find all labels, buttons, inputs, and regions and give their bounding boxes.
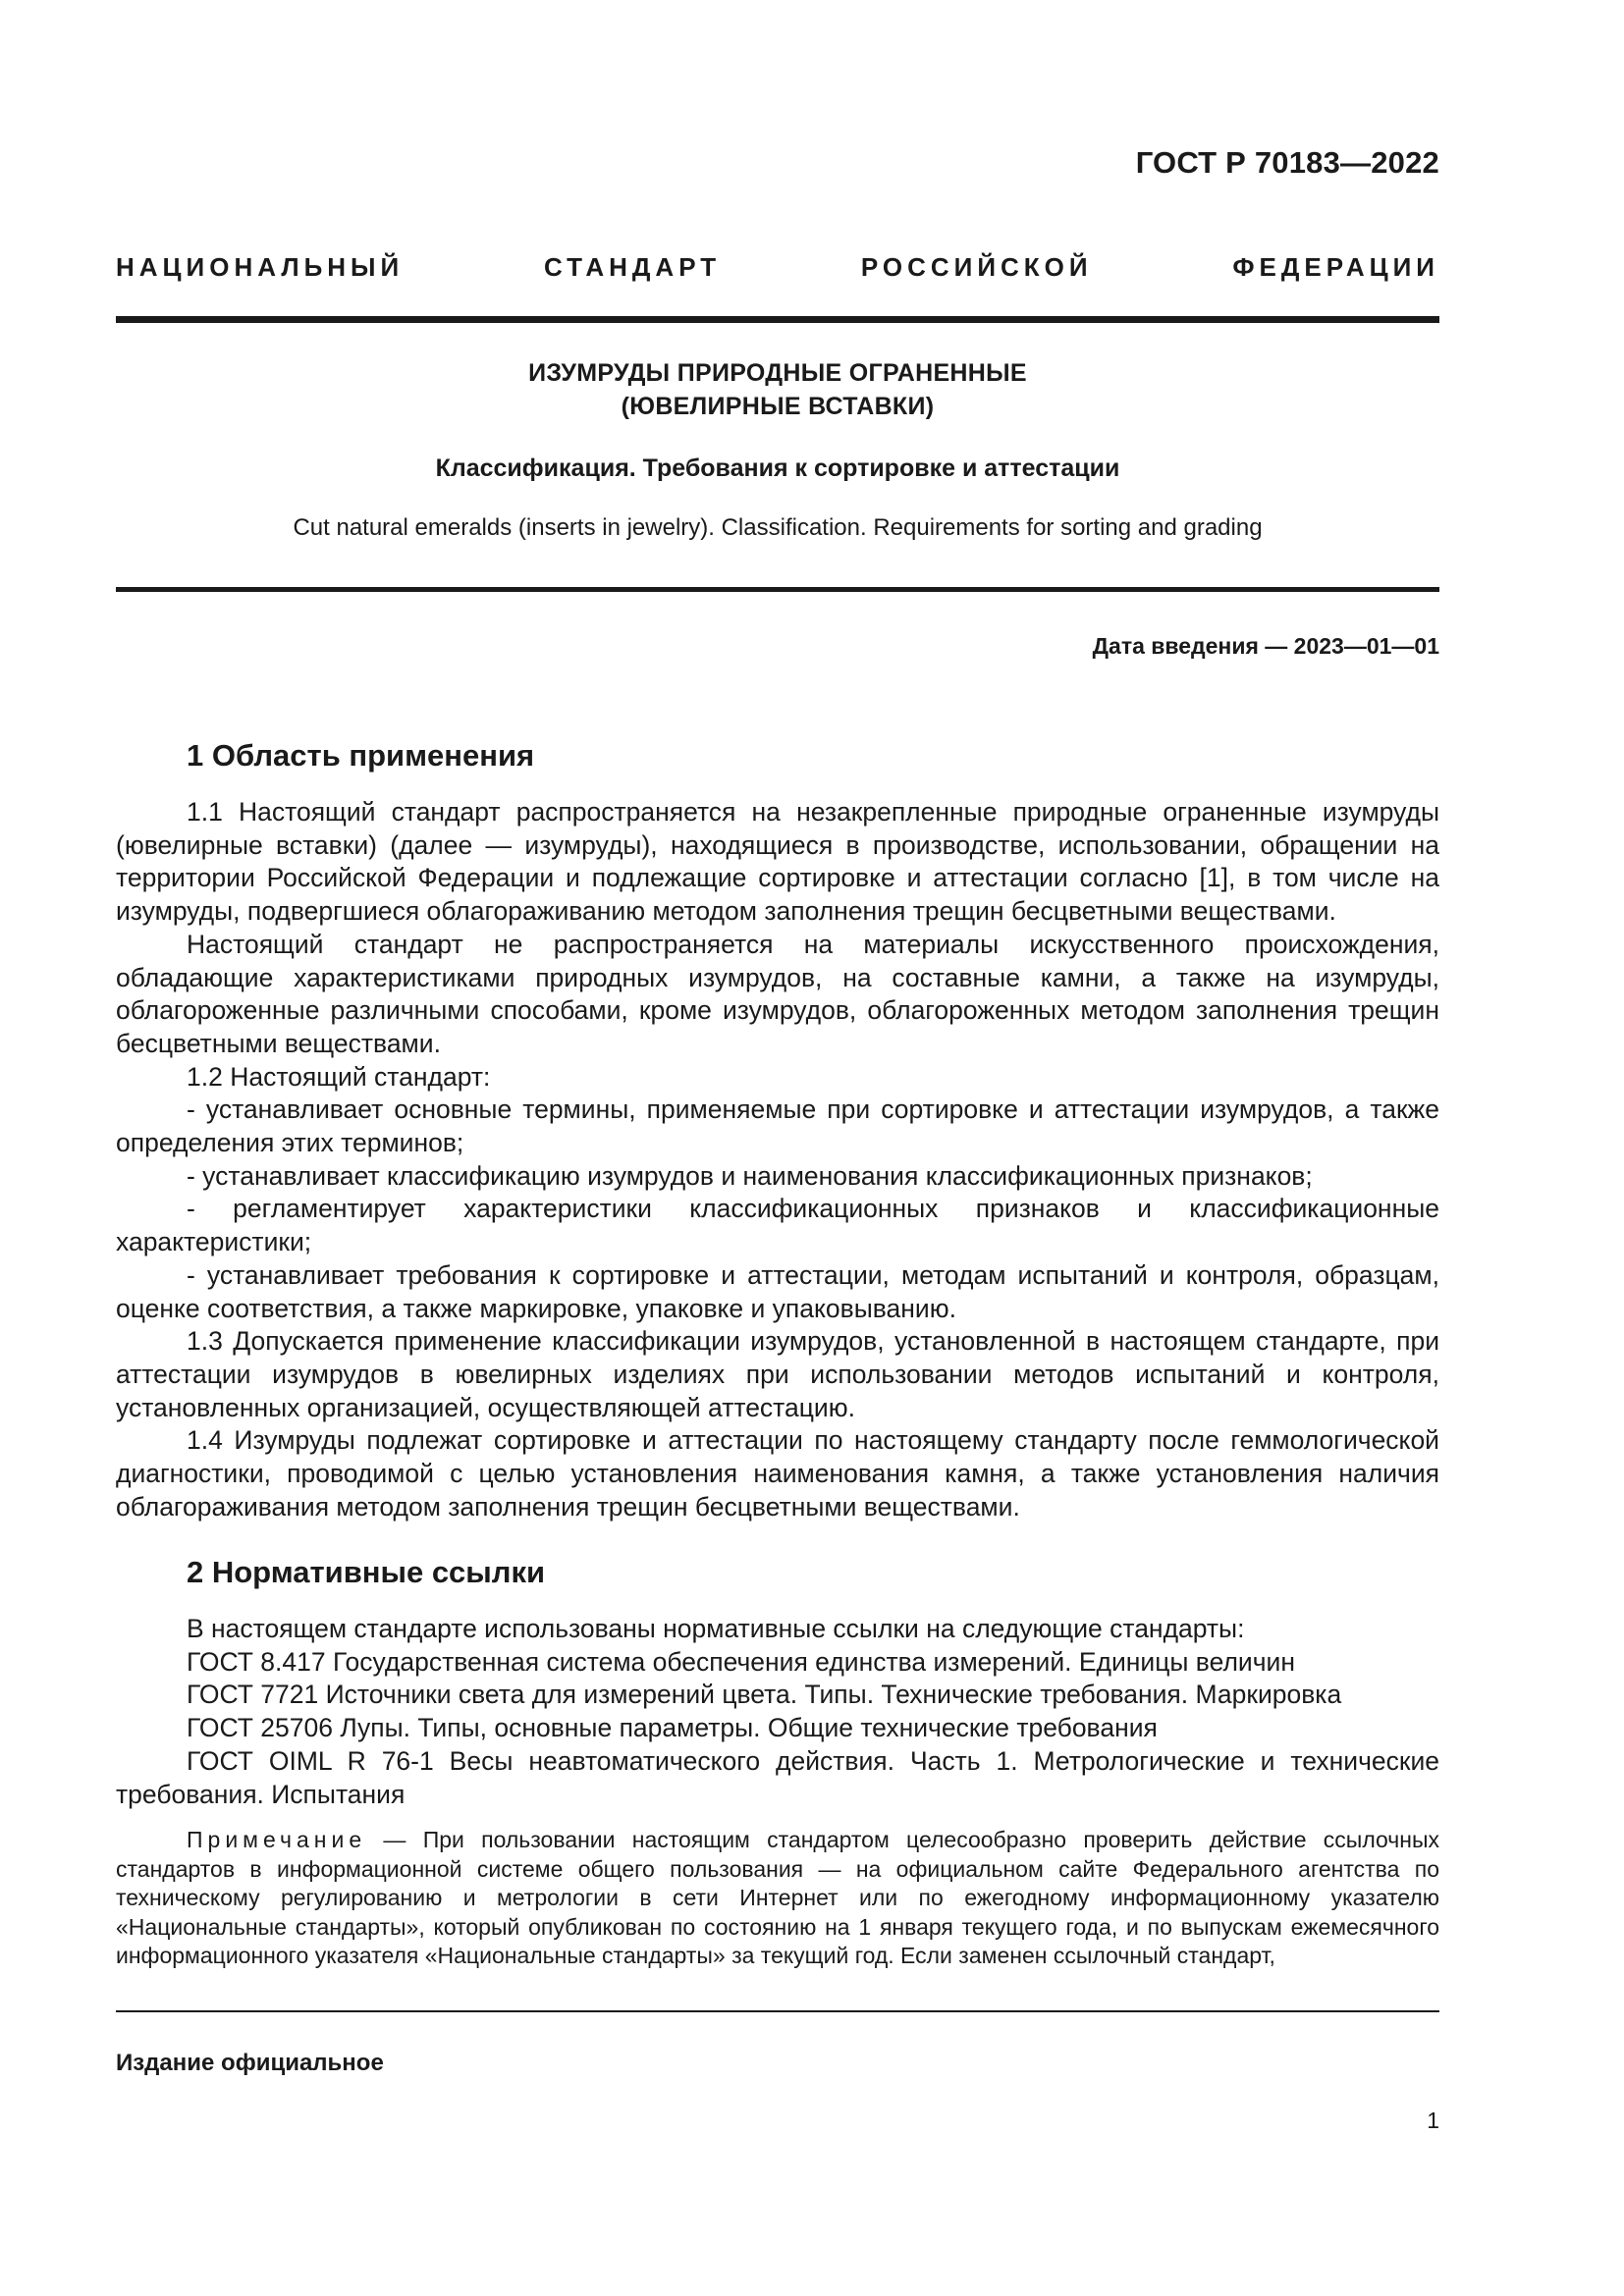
paragraph: 1.2 Настоящий стандарт:	[187, 1061, 491, 1092]
section-1-body	[116, 796, 1439, 1523]
note-block	[116, 1826, 1439, 1971]
paragraph: Настоящий стандарт не распространяется на материалы искусственного происхождения, обладающие характеристиками природных изумрудов, на составные камни, а также на изумруды, облагороженные различными способами, кроме изумрудов, облагороженных методом заполнения трещин бесцветными веществами.	[116, 929, 1439, 1058]
english-title: Cut natural emeralds (inserts in jewelry). Classification. Requirements for sorting and grading	[293, 514, 1263, 541]
paragraph: 1.4 Изумруды подлежат сортировке и аттестации по настоящему стандарту после геммологической диагностики, проводимой с целью установления наименования камня, а также установления наличия облагораживания методом заполнения трещин бесцветными веществами.	[116, 1425, 1439, 1522]
list-item: - устанавливает требования к сортировке и аттестации, методам испытаний и контроля, образцам, оценке соответствия, а также маркировке, упаковке и упаковыванию.	[116, 1259, 1439, 1323]
header-rule	[116, 316, 1439, 323]
list-item: - регламентирует характеристики классификационных признаков и классификационные характеристики;	[116, 1194, 1439, 1257]
paragraph: 1.1 Настоящий стандарт распространяется на незакрепленные природные ограненные изумруды (ювелирные вставки) (далее — изумруды), находящиеся в производстве, использовании, обращении на территории Российской Федерации и подлежащие сортировке и аттестации согласно [1], в том числе на изумруды, подвергшиеся облагораживанию методом заполнения трещин бесцветными веществами.	[116, 797, 1439, 927]
reference-item: ГОСТ 25706 Лупы. Типы, основные параметры. Общие технические требования	[187, 1713, 1158, 1743]
banner-word: НАЦИОНАЛЬНЫЙ	[116, 252, 405, 282]
banner-word: СТАНДАРТ	[543, 252, 722, 282]
section-2-body	[116, 1613, 1439, 1811]
section-2-heading: 2 Нормативные ссылки	[187, 1555, 546, 1589]
list-item: - устанавливает классификацию изумрудов и наименования классификационных признаков;	[187, 1160, 1313, 1191]
reference-item: ГОСТ 8.417 Государственная система обеспечения единства измерений. Единицы величин	[187, 1646, 1295, 1677]
introduction-date: Дата введения — 2023—01—01	[1092, 633, 1439, 659]
page-number: 1	[1427, 2108, 1439, 2133]
banner-word: ФЕДЕРАЦИИ	[1232, 252, 1439, 282]
title-line-1: ИЗУМРУДЫ ПРИРОДНЫЕ ОГРАНЕННЫЕ	[528, 359, 1027, 387]
reference-item: ГОСТ OIML R 76-1 Весы неавтоматического действия. Часть 1. Метрологические и технические требования. Испытания	[116, 1745, 1439, 1809]
paragraph: В настоящем стандарте использованы нормативные ссылки на следующие стандарты:	[187, 1614, 1245, 1643]
footer-rule	[116, 2010, 1439, 2012]
title-rule	[116, 587, 1439, 592]
national-standard-banner	[116, 252, 1439, 283]
section-1-heading: 1 Область применения	[187, 738, 535, 773]
document-number: ГОСТ Р 70183—2022	[1135, 145, 1439, 180]
note-text: — При пользовании настоящим стандартом целесообразно проверить действие ссылочных стандартов в информационной системе общего пользования — на официальном сайте Федерального агентства по техническому регулированию и метрологии в сети Интернет или по ежегодному информационному указателю «Национальные стандарты», который опубликован по состоянию на 1 января текущего года, и по выпускам ежемесячного информационного указателя «Национальные стандарты» за текущий год. Если заменен ссылочный стандарт,	[116, 1827, 1440, 1969]
note-paragraph	[116, 1826, 1439, 1971]
banner-word: РОССИЙСКОЙ	[860, 252, 1093, 282]
reference-item: ГОСТ 7721 Источники света для измерений цвета. Типы. Технические требования. Маркировка	[187, 1680, 1342, 1710]
note-label: Примечание	[187, 1827, 367, 1852]
official-edition-label: Издание официальное	[116, 2050, 384, 2076]
subtitle: Классификация. Требования к сортировке и аттестации	[435, 454, 1120, 482]
list-item: - устанавливает основные термины, применяемые при сортировке и аттестации изумрудов, а также определения этих терминов;	[116, 1095, 1439, 1158]
title-line-2: (ЮВЕЛИРНЫЕ ВСТАВКИ)	[621, 393, 935, 420]
paragraph: 1.3 Допускается применение классификации изумрудов, установленной в настоящем стандарте, при аттестации изумрудов в ювелирных изделиях при использовании методов испытаний и контроля, установленных организацией, осуществляющей аттестацию.	[116, 1326, 1439, 1422]
